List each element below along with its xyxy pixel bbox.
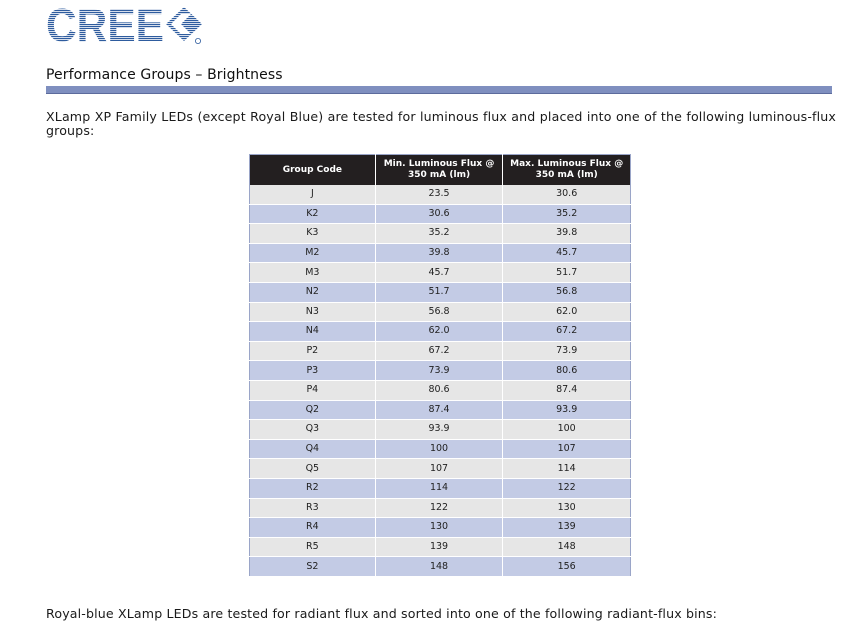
max-flux-cell: 139	[503, 518, 631, 538]
logo-wordmark: CREE	[46, 4, 164, 46]
min-flux-cell: 45.7	[375, 263, 503, 283]
table-row	[250, 537, 631, 557]
logo-diamond-icon	[166, 7, 202, 41]
table-row	[250, 400, 631, 420]
max-flux-header: Max. Luminous Flux @ 350 mA (lm)	[503, 155, 631, 186]
outro-paragraph: Royal-blue XLamp LEDs are tested for radiant flux and sorted into one of the following radiant-flux bins:	[46, 606, 717, 621]
min-flux-cell: 56.8	[375, 302, 503, 322]
title-divider	[46, 86, 832, 94]
group-code-cell: R3	[250, 498, 376, 518]
group-code-cell: Q4	[250, 439, 376, 459]
table-row	[250, 341, 631, 361]
max-flux-cell: 148	[503, 537, 631, 557]
table-row	[250, 204, 631, 224]
min-flux-cell: 67.2	[375, 341, 503, 361]
min-flux-cell: 139	[375, 537, 503, 557]
max-flux-cell: 62.0	[503, 302, 631, 322]
table-row	[250, 478, 631, 498]
min-flux-header: Min. Luminous Flux @ 350 mA (lm)	[375, 155, 503, 186]
table-row	[250, 459, 631, 479]
group-code-cell: N3	[250, 302, 376, 322]
luminous-flux-table	[249, 154, 631, 577]
table-row	[250, 498, 631, 518]
table-row	[250, 518, 631, 538]
min-flux-cell: 62.0	[375, 322, 503, 342]
group-code-cell: S2	[250, 557, 376, 577]
min-flux-cell: 87.4	[375, 400, 503, 420]
group-code-cell: J	[250, 185, 376, 204]
table-row	[250, 361, 631, 381]
group-code-header: Group Code	[250, 155, 376, 186]
group-code-cell: P4	[250, 380, 376, 400]
max-flux-cell: 30.6	[503, 185, 631, 204]
section-title: Performance Groups – Brightness	[46, 67, 283, 83]
min-flux-cell: 107	[375, 459, 503, 479]
group-code-cell: M2	[250, 243, 376, 263]
table-row	[250, 302, 631, 322]
group-code-cell: P2	[250, 341, 376, 361]
max-flux-cell: 107	[503, 439, 631, 459]
min-flux-cell: 23.5	[375, 185, 503, 204]
group-code-cell: Q5	[250, 459, 376, 479]
table-row	[250, 557, 631, 577]
min-flux-cell: 100	[375, 439, 503, 459]
cree-logo	[46, 4, 206, 44]
min-flux-cell: 39.8	[375, 243, 503, 263]
group-code-cell: Q3	[250, 420, 376, 440]
min-flux-cell: 30.6	[375, 204, 503, 224]
max-flux-cell: 87.4	[503, 380, 631, 400]
min-flux-cell: 130	[375, 518, 503, 538]
max-flux-cell: 45.7	[503, 243, 631, 263]
min-flux-cell: 148	[375, 557, 503, 577]
max-flux-cell: 39.8	[503, 224, 631, 244]
min-flux-cell: 80.6	[375, 380, 503, 400]
group-code-cell: R2	[250, 478, 376, 498]
group-code-cell: Q2	[250, 400, 376, 420]
min-flux-cell: 51.7	[375, 282, 503, 302]
max-flux-cell: 67.2	[503, 322, 631, 342]
table-row	[250, 322, 631, 342]
group-code-cell: R4	[250, 518, 376, 538]
min-flux-cell: 114	[375, 478, 503, 498]
max-flux-cell: 130	[503, 498, 631, 518]
min-flux-cell: 122	[375, 498, 503, 518]
table-row	[250, 282, 631, 302]
max-flux-cell: 114	[503, 459, 631, 479]
intro-paragraph: XLamp XP Family LEDs (except Royal Blue) are tested for luminous flux and placed into one of the following luminous-flux groups:	[46, 109, 836, 138]
max-flux-cell: 80.6	[503, 361, 631, 381]
min-flux-cell: 35.2	[375, 224, 503, 244]
max-flux-cell: 35.2	[503, 204, 631, 224]
max-flux-cell: 100	[503, 420, 631, 440]
cree-logo-graphic	[46, 4, 206, 46]
table-row	[250, 185, 631, 204]
group-code-cell: N4	[250, 322, 376, 342]
group-code-cell: M3	[250, 263, 376, 283]
group-code-cell: K3	[250, 224, 376, 244]
max-flux-cell: 122	[503, 478, 631, 498]
table-row	[250, 380, 631, 400]
table-row	[250, 263, 631, 283]
group-code-cell: N2	[250, 282, 376, 302]
min-flux-cell: 93.9	[375, 420, 503, 440]
table-row	[250, 420, 631, 440]
group-code-cell: P3	[250, 361, 376, 381]
max-flux-cell: 51.7	[503, 263, 631, 283]
group-code-cell: R5	[250, 537, 376, 557]
table-header-row	[250, 155, 631, 186]
table-row	[250, 439, 631, 459]
min-flux-cell: 73.9	[375, 361, 503, 381]
group-code-cell: K2	[250, 204, 376, 224]
max-flux-cell: 156	[503, 557, 631, 577]
table-row	[250, 224, 631, 244]
max-flux-cell: 73.9	[503, 341, 631, 361]
max-flux-cell: 93.9	[503, 400, 631, 420]
table-row	[250, 243, 631, 263]
max-flux-cell: 56.8	[503, 282, 631, 302]
